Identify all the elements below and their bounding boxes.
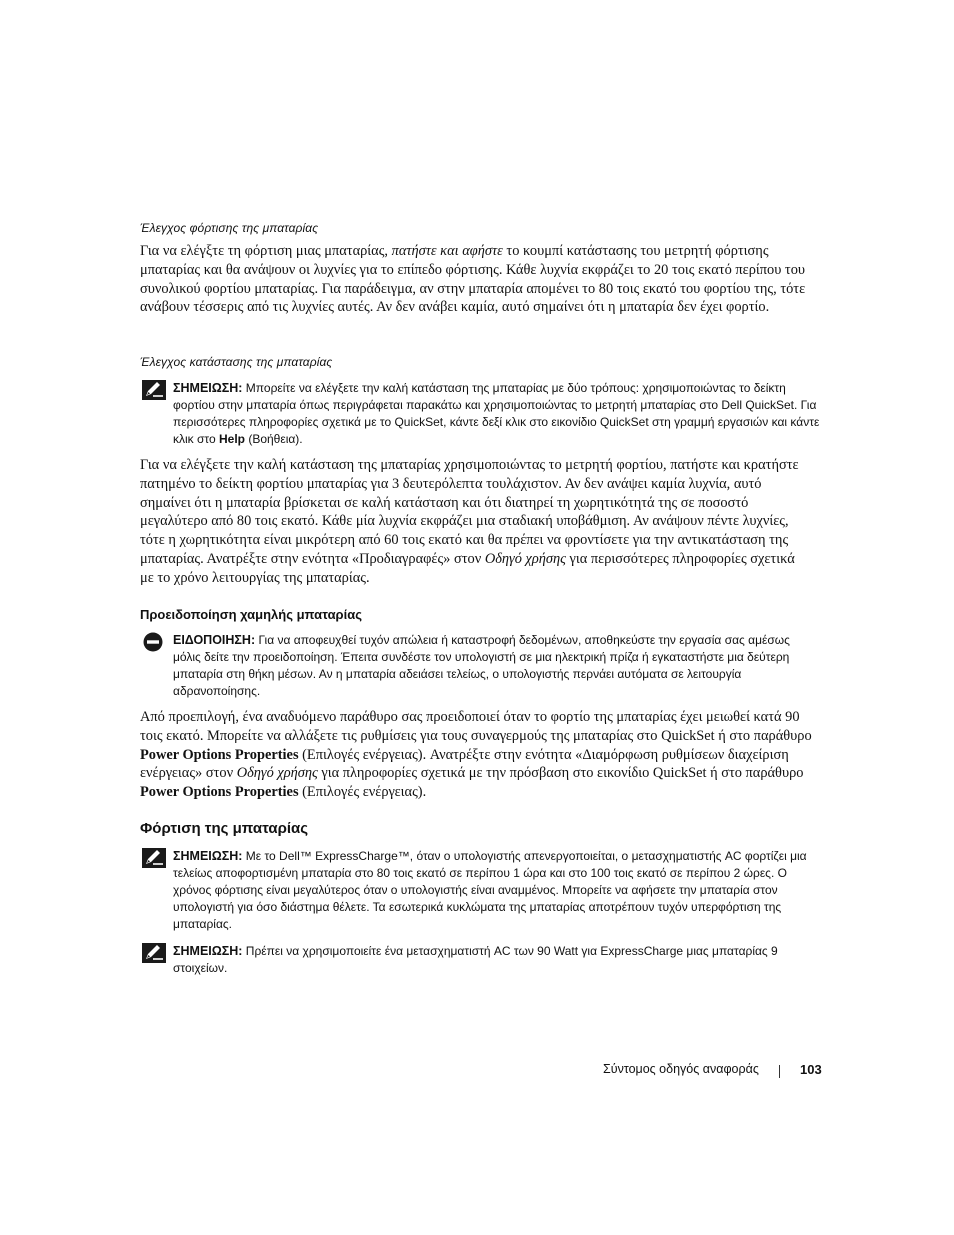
- heading-low-battery: Προειδοποίηση χαμηλής μπαταρίας: [140, 607, 362, 622]
- footer-title: Σύντομος οδηγός αναφοράς: [603, 1062, 759, 1076]
- paragraph-health-check: Για να ελέγξετε την καλή κατάσταση της μπαταρίας χρησιμοποιώντας το μετρητή φορτίου, πατήστε και κρατήστε πατημένο το δείκτη φορτίου μπαταρίας για 3 δευτερόλεπτα τουλάχιστον. Αν δεν ανάψει καμία λυχνία, αυτό σημαίνει ότι η μπαταρία βρίσκεται σε καλή κατάσταση και ότι διατηρεί τη χωρητικότητά της σε ποσοστό μεγαλύτερο από 80 τοις εκατό. Κάθε μία λυχνία εκφράζει μια σταδιακή υποβάθμιση. Αν ανάψουν πέντε λυχνίες, τότε η χωρητικότητα είναι μικρότερη από 60 τοις εκατό και θα πρέπει να φροντίσετε για την αντικατάσταση της μπαταρίας. Ανατρέξτε στην ενότητα «Προδιαγραφές» στον Οδηγό χρήσης για περισσότερες πληροφορίες σχετικά με το χρόνο λειτουργίας της μπαταρίας.: [140, 457, 799, 586]
- note-charging-1: ΣΗΜΕΙΩΣΗ: Με το Dell™ ExpressCharge™, όταν ο υπολογιστής απενεργοποιείται, ο μετασχηματιστής AC φορτίζει μια τελείως αποφορτισμένη μπαταρία στο 80 τοις εκατό σε περίπου 1 ώρα και στο 100 τοις εκατό σε περίπου 2 ώρες. Ο χρόνος φόρτισης είναι μεγαλύτερος όταν ο υπολογιστής είναι αναμμένος. Μπορείτε να αφήσετε την μπαταρία στον υπολογιστή για όσο διάστημα θέλετε. Τα εσωτερικά κυκλώματα της μπαταρίας αποτρέπουν τυχόν υπερφόρτιση της μπαταρίας.: [140, 848, 820, 933]
- note-label: ΣΗΜΕΙΩΣΗ:: [173, 849, 243, 863]
- heading-health-check: Έλεγχος κατάστασης της μπαταρίας: [140, 355, 333, 369]
- pencil-note-icon: [142, 848, 166, 868]
- note-charging-2: ΣΗΜΕΙΩΣΗ: Πρέπει να χρησιμοποιείτε ένα μετασχηματιστή AC των 90 Watt για ExpressCharge μιας μπαταρίας 9 στοιχείων.: [140, 943, 820, 977]
- pencil-note-icon: [142, 943, 166, 963]
- footer-separator: [779, 1065, 780, 1078]
- notice-label: ΕΙΔΟΠΟΙΗΣΗ:: [173, 633, 256, 647]
- heading-charging: Φόρτιση της μπαταρίας: [140, 820, 309, 837]
- notice-icon: [142, 632, 166, 652]
- note-label: ΣΗΜΕΙΩΣΗ:: [173, 944, 243, 958]
- paragraph-low-battery: Από προεπιλογή, ένα αναδυόμενο παράθυρο σας προειδοποιεί όταν το φορτίο της μπαταρίας έχει μειωθεί κατά 90 τοις εκατό. Μπορείτε να αλλάξετε τις ρυθμίσεις για τους συναγερμούς της μπαταρίας στο QuickSet ή στο παράθυρο Power Options Properties (Επιλογές ενέργειας). Ανατρέξτε στην ενότητα «Διαμόρφωση ρυθμίσεων διαχείριση ενέργειας» στον Οδηγό χρήσης για πληροφορίες σχετικά με την πρόσβαση στο εικονίδιο QuickSet ή στο παράθυρο Power Options Properties (Επιλογές ενέργειας).: [140, 709, 812, 801]
- note-label: ΣΗΜΕΙΩΣΗ:: [173, 381, 243, 395]
- page-number: 103: [800, 1062, 822, 1077]
- pencil-note-icon: [142, 380, 166, 400]
- note-health-check: ΣΗΜΕΙΩΣΗ: Μπορείτε να ελέγξετε την καλή κατάσταση της μπαταρίας με δύο τρόπους: χρησιμοποιώντας το δείκτη φορτίου στην μπαταρία όπως περιγράφεται παρακάτω και χρησιμοποιώντας το μετρητή μπαταρίας στο Dell QuickSet. Για περισσότερες πληροφορίες σχετικά με το QuickSet, κάντε δεξί κλικ στο εικονίδιο QuickSet στη γραμμή εργασιών και κάντε κλικ στο Help (Βοήθεια).: [140, 380, 820, 448]
- paragraph-charge-check: Για να ελέγξτε τη φόρτιση μιας μπαταρίας, πατήστε και αφήστε το κουμπί κατάστασης του μετρητή φόρτισης μπαταρίας και θα ανάψουν οι λυχνίες για το επίπεδο φόρτισης. Κάθε λυχνία εκφράζει το 20 τοις εκατό περίπου του συνολικού φορτίου μπαταρίας. Για παράδειγμα, αν στην μπαταρία απομένει το 80 τοις εκατό του φορτίου της, τότε ανάβουν τέσσερις από τις λυχνίες αυτές. Αν δεν ανάβει καμία, αυτό σημαίνει ότι η μπαταρία δεν έχει φορτίο.: [140, 243, 806, 316]
- heading-charge-check: Έλεγχος φόρτισης της μπαταρίας: [140, 221, 319, 235]
- notice-low-battery: ΕΙΔΟΠΟΙΗΣΗ: Για να αποφευχθεί τυχόν απώλεια ή καταστροφή δεδομένων, αποθηκεύστε την εργασία σας αμέσως μόλις δείτε την προειδοποίηση. Έπειτα συνδέστε τον υπολογιστή σε μια ηλεκτρική πρίζα ή εγκαταστήστε μια δεύτερη μπαταρία στη θήκη μέσων. Αν η μπαταρία αδειάσει τελείως, ο υπολογιστής περνάει αυτόματα σε λειτουργία αδρανοποίησης.: [140, 632, 820, 700]
